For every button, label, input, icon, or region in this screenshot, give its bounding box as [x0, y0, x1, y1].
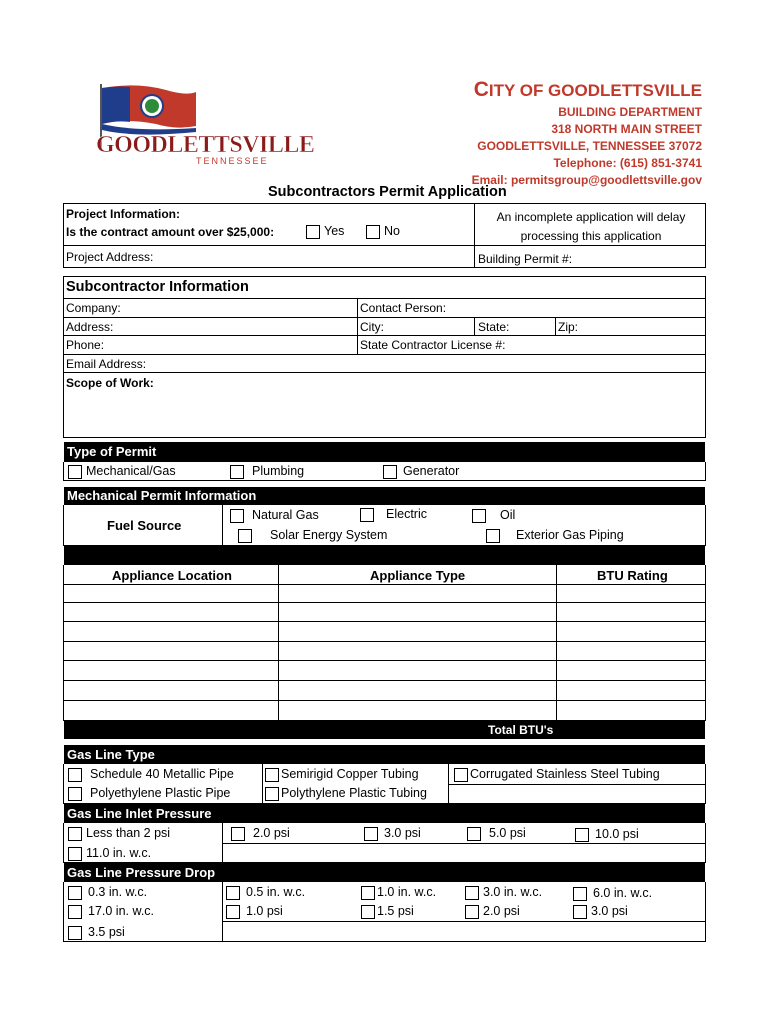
option-label: 11.0 in. w.c. — [86, 846, 152, 860]
permit-plumbing-option[interactable] — [230, 464, 304, 479]
option-label: Mechanical/Gas — [86, 464, 176, 478]
inlet-pressure-heading: Gas Line Inlet Pressure — [64, 804, 705, 823]
option-label: Less than 2 psi — [86, 826, 171, 840]
checkbox[interactable] — [366, 225, 380, 239]
option-label: 2.0 psi — [253, 826, 290, 840]
total-btu-label: Total BTU's — [488, 723, 554, 737]
drop-6.0wc-option[interactable] — [573, 886, 652, 901]
checkbox[interactable] — [306, 225, 320, 239]
checkbox[interactable] — [68, 847, 82, 861]
checkbox[interactable] — [68, 827, 82, 841]
total-btu-row — [64, 721, 705, 739]
zip-field[interactable]: Zip: — [558, 320, 579, 334]
email: Email: permitsgroup@goodlettsville.gov — [471, 173, 702, 187]
telephone: Telephone: (615) 851-3741 — [553, 156, 702, 170]
checkbox[interactable] — [361, 905, 375, 919]
logo-sub-text: TENNESSEE — [196, 156, 269, 166]
checkbox[interactable] — [360, 508, 374, 522]
checkbox[interactable] — [465, 905, 479, 919]
option-label: Natural Gas — [252, 508, 319, 522]
contract-no-option[interactable] — [366, 224, 400, 239]
option-label: 3.0 in. w.c. — [483, 885, 543, 899]
checkbox[interactable] — [265, 787, 279, 801]
checkbox[interactable] — [68, 926, 82, 940]
checkbox[interactable] — [238, 529, 252, 543]
checkbox[interactable] — [226, 886, 240, 900]
contact-person-field[interactable]: Contact Person: — [360, 301, 447, 315]
gas-schedule40-option[interactable] — [68, 767, 234, 782]
street-address: 318 NORTH MAIN STREET — [551, 122, 702, 136]
option-label: 5.0 psi — [489, 826, 526, 840]
checkbox[interactable] — [68, 768, 82, 782]
option-label: Plumbing — [252, 464, 305, 478]
building-permit-field[interactable]: Building Permit #: — [478, 252, 573, 266]
drop-0.3wc-option[interactable] — [68, 885, 147, 900]
checkbox[interactable] — [361, 886, 375, 900]
checkbox[interactable] — [68, 465, 82, 479]
option-label: 1.0 in. w.c. — [377, 885, 437, 899]
gas-poly-pipe-option[interactable] — [68, 786, 230, 801]
city-field[interactable]: City: — [360, 320, 384, 334]
inlet-10psi-option[interactable] — [575, 827, 639, 842]
option-label: Solar Energy System — [270, 528, 388, 542]
option-label: 1.0 psi — [246, 904, 283, 918]
project-info-label: Project Information: — [66, 207, 181, 221]
inlet-5psi-option[interactable] — [467, 826, 526, 841]
license-field[interactable]: State Contractor License #: — [360, 338, 506, 352]
option-label: 3.0 psi — [384, 826, 421, 840]
section-divider — [64, 546, 705, 565]
gas-poly-tubing-option[interactable] — [265, 786, 427, 801]
gas-line-type-heading: Gas Line Type — [64, 745, 705, 764]
inlet-11wc-option[interactable] — [68, 846, 151, 861]
option-label: Electric — [386, 507, 427, 521]
drop-1.0psi-option[interactable] — [226, 904, 283, 919]
checkbox[interactable] — [383, 465, 397, 479]
option-label: 0.3 in. w.c. — [88, 885, 148, 899]
gas-csst-option[interactable] — [454, 767, 660, 782]
checkbox[interactable] — [465, 886, 479, 900]
option-label: 0.5 in. w.c. — [246, 885, 306, 899]
logo-main-text: GOODLETTSVILLE — [96, 132, 315, 158]
checkbox[interactable] — [467, 827, 481, 841]
pressure-drop-heading: Gas Line Pressure Drop — [64, 863, 705, 882]
drop-1.0wc-option[interactable] — [361, 885, 436, 900]
drop-17.0wc-option[interactable] — [68, 904, 154, 919]
drop-2.0psi-option[interactable] — [465, 904, 520, 919]
inlet-3psi-option[interactable] — [364, 826, 421, 841]
option-label: Corrugated Stainless Steel Tubing — [470, 767, 660, 781]
checkbox[interactable] — [364, 827, 378, 841]
drop-0.5wc-option[interactable] — [226, 885, 305, 900]
option-label: 2.0 psi — [483, 904, 520, 918]
checkbox[interactable] — [68, 905, 82, 919]
option-label: 3.0 psi — [591, 904, 628, 918]
option-label: Polyethylene Plastic Pipe — [90, 786, 231, 800]
col-appliance-type: Appliance Type — [370, 568, 466, 583]
state-field[interactable]: State: — [478, 320, 510, 334]
option-label: 3.5 psi — [88, 925, 125, 939]
city-title-rest: ITY OF GOODLETTSVILLE — [488, 81, 702, 100]
option-label: Semirigid Copper Tubing — [281, 767, 419, 781]
city-logo — [96, 80, 315, 170]
option-label: Polythylene Plastic Tubing — [281, 786, 427, 800]
fuel-natural-gas-option[interactable] — [230, 508, 319, 523]
option-label: Exterior Gas Piping — [516, 528, 624, 542]
appliance-table — [63, 565, 706, 721]
no-label: No — [384, 224, 400, 238]
checkbox[interactable] — [230, 509, 244, 523]
type-of-permit-heading: Type of Permit — [64, 442, 705, 462]
option-label: Oil — [500, 508, 516, 522]
mechanical-heading: Mechanical Permit Information — [64, 487, 705, 505]
fuel-oil-option[interactable] — [472, 508, 515, 523]
permit-mechanical-option[interactable] — [68, 464, 176, 479]
city-state-zip: GOODLETTSVILLE, TENNESSEE 37072 — [477, 139, 702, 153]
contract-question: Is the contract amount over $25,000: — [66, 225, 275, 239]
drop-3.5psi-option[interactable] — [68, 925, 125, 940]
drop-3.0psi-option[interactable] — [573, 904, 628, 919]
permit-generator-option[interactable] — [383, 464, 459, 479]
city-title — [474, 78, 702, 102]
company-field[interactable]: Company: — [66, 301, 121, 315]
checkbox[interactable] — [472, 509, 486, 523]
option-label: Generator — [403, 464, 460, 478]
fuel-solar-option[interactable] — [238, 528, 387, 543]
col-btu-rating: BTU Rating — [597, 568, 668, 583]
yes-label: Yes — [324, 224, 345, 238]
city-title-initial: C — [473, 78, 489, 101]
checkbox[interactable] — [68, 787, 82, 801]
checkbox[interactable] — [573, 905, 587, 919]
inlet-2psi-option[interactable] — [231, 826, 290, 841]
email-address-field[interactable]: Email Address: — [66, 357, 147, 371]
option-label: 17.0 in. w.c. — [88, 904, 155, 918]
scope-of-work-field[interactable]: Scope of Work: — [66, 376, 154, 390]
phone-field[interactable]: Phone: — [66, 338, 105, 352]
address-field[interactable]: Address: — [66, 320, 114, 334]
checkbox[interactable] — [573, 887, 587, 901]
fuel-source-label: Fuel Source — [107, 518, 182, 533]
incomplete-notice: An incomplete application will delay processing this application — [496, 210, 686, 243]
checkbox[interactable] — [486, 529, 500, 543]
checkbox[interactable] — [265, 768, 279, 782]
form-title: Subcontractors Permit Application — [268, 184, 507, 200]
checkbox[interactable] — [230, 465, 244, 479]
project-address-field[interactable]: Project Address: — [66, 250, 154, 264]
gas-copper-option[interactable] — [265, 767, 419, 782]
drop-3.0wc-option[interactable] — [465, 885, 542, 900]
fuel-exterior-piping-option[interactable] — [486, 528, 624, 543]
checkbox[interactable] — [68, 886, 82, 900]
department-name: BUILDING DEPARTMENT — [558, 105, 702, 119]
checkbox[interactable] — [226, 905, 240, 919]
option-label: 10.0 psi — [595, 827, 639, 841]
subcontractor-heading: Subcontractor Information — [66, 279, 249, 295]
col-appliance-location: Appliance Location — [112, 568, 232, 583]
inlet-less-2psi-option[interactable] — [68, 826, 170, 841]
contract-yes-option[interactable] — [306, 224, 344, 239]
checkbox[interactable] — [575, 828, 589, 842]
checkbox[interactable] — [454, 768, 468, 782]
fuel-electric-option[interactable] — [360, 507, 427, 522]
option-label: 6.0 in. w.c. — [593, 886, 653, 900]
option-label: Schedule 40 Metallic Pipe — [90, 767, 234, 781]
option-label: 1.5 psi — [377, 904, 414, 918]
checkbox[interactable] — [231, 827, 245, 841]
drop-1.5psi-option[interactable] — [361, 904, 414, 919]
